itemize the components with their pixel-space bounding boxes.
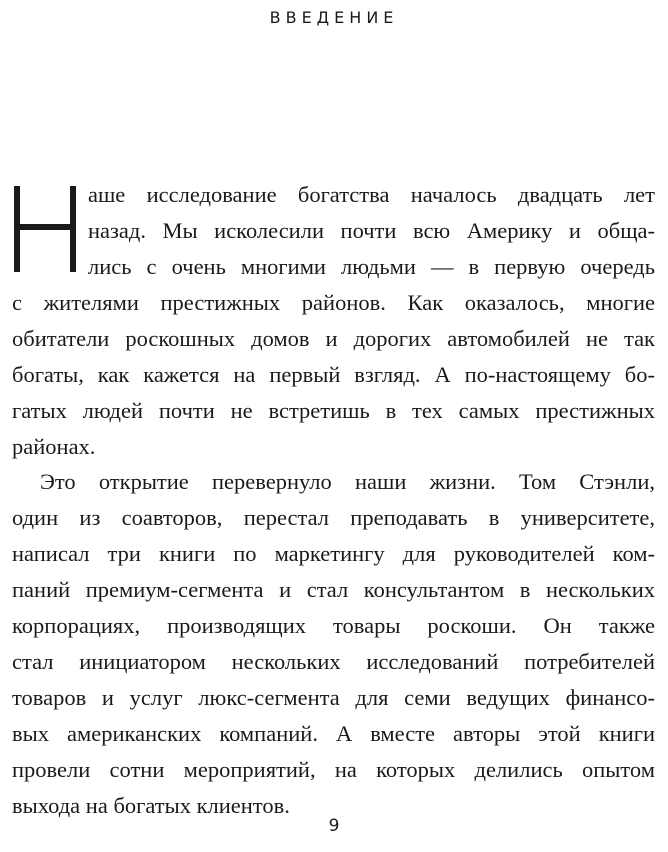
drop-cap xyxy=(14,186,76,272)
text-line: с жителями престижных районов. Как оказалось, многие xyxy=(12,290,655,315)
text-line: товаров и услуг люкс-сегмента для семи ведущих финансо- xyxy=(12,685,655,710)
drop-cap-right-stroke xyxy=(70,186,76,272)
text-line: лись с очень многими людьми — в первую очередь xyxy=(88,254,655,279)
text-line: обитатели роскошных домов и дорогих автомобилей не так xyxy=(12,326,655,351)
text-line: паний премиум-сегмента и стал консультантом в нескольких xyxy=(12,577,655,602)
text-line: районах. xyxy=(12,434,96,459)
text-line: провели сотни мероприятий, на которых делились опытом xyxy=(12,757,655,782)
text-line: стал инициатором нескольких исследований потребителей xyxy=(12,649,655,674)
text-line: вых американских компаний. А вместе авторы этой книги xyxy=(12,721,655,746)
text-line: один из соавторов, перестал преподавать в университете, xyxy=(12,505,655,530)
text-line: Это открытие перевернуло наши жизни. Том Стэнли, xyxy=(40,469,655,494)
drop-cap-crossbar xyxy=(14,224,76,230)
text-line: написал три книги по маркетингу для руководителей ком- xyxy=(12,541,655,566)
page-number: 9 xyxy=(328,816,340,836)
text-line: аше исследование богатства началось двадцать лет xyxy=(88,182,655,207)
text-line: богаты, как кажется на первый взгляд. А по-настоящему бо- xyxy=(12,362,655,387)
text-line: гатых людей почти не встретишь в тех самых престижных xyxy=(12,398,655,423)
running-header: ВВЕДЕНИЕ xyxy=(269,8,399,27)
text-line: назад. Мы исколесили почти всю Америку и обща- xyxy=(88,218,655,243)
text-line: корпорациях, производящих товары роскоши. Он также xyxy=(12,613,655,638)
text-line: выхода на богатых клиентов. xyxy=(12,793,290,818)
